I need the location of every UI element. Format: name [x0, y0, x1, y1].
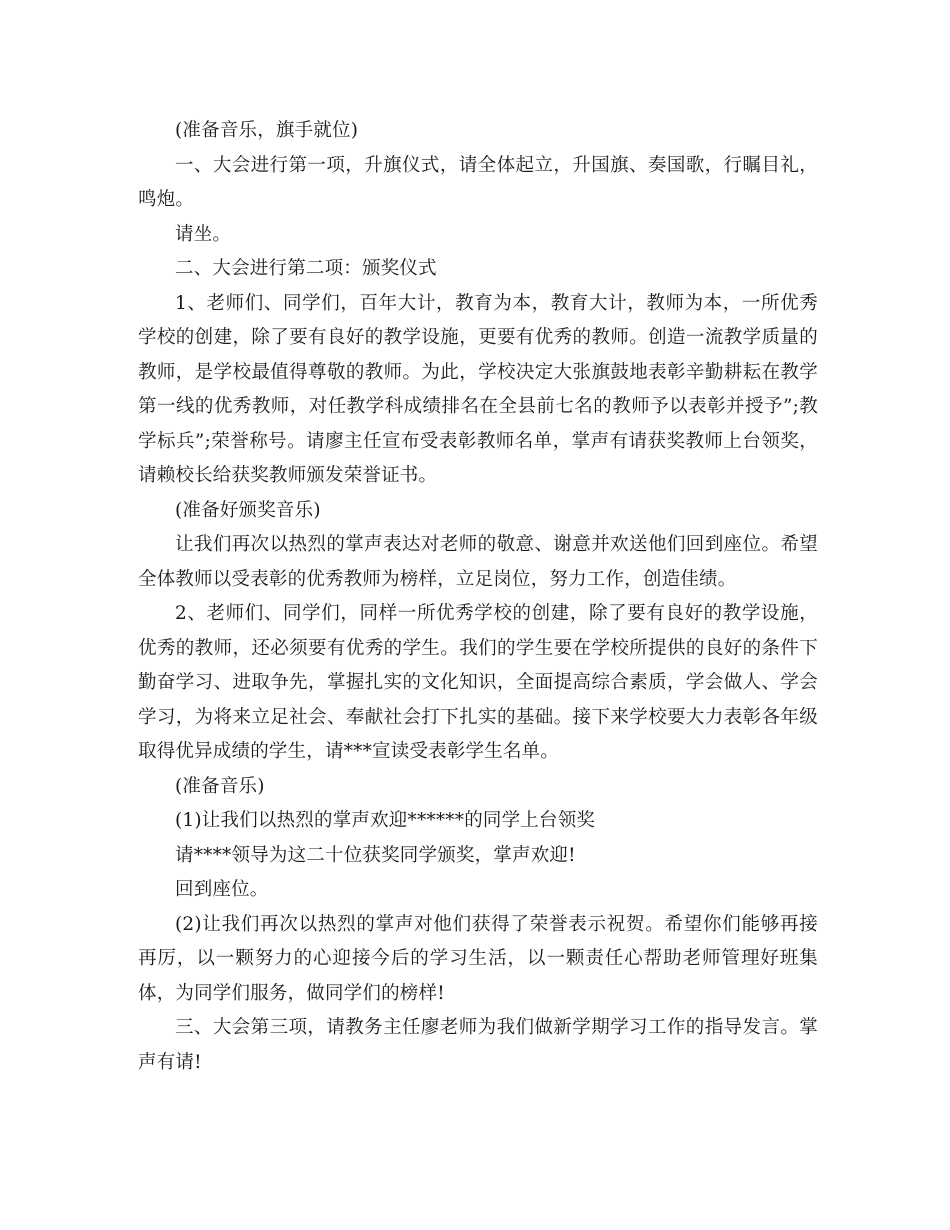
paragraph-item-1-flag-raising: 一、大会进行第一项，升旗仪式，请全体起立，升国旗、奏国歌，行瞩目礼，鸣炮。 — [138, 154, 818, 210]
paragraph-prep-award-music: (准备好颁奖音乐) — [175, 499, 321, 521]
paragraph-please-sit: 请坐。 — [175, 223, 232, 245]
paragraph-student-awards: 2、老师们、同学们，同样一所优秀学校的创建，除了要有良好的教学设施，优秀的教师，还必须要有优秀的学生。我们的学生要在学校所提供的良好的条件下勤奋学习、进取争先，掌握扎实的文化知识，全面提高综合素质，学会做人、学会学习，为将来立足社会、奉献社会打下扎实的基础。接下来学校要大力表彰各年级取得优异成绩的学生，请***宣读受表彰学生名单。 — [138, 603, 818, 762]
paragraph-prep-music-flag: (准备音乐，旗手就位) — [175, 120, 359, 141]
paragraph-applause-teachers: 让我们再次以热烈的掌声表达对老师的敬意、谢意并欢送他们回到座位。希望全体教师以受表彰的优秀教师为榜样，立足岗位，努力工作，创造佳绩。 — [138, 534, 818, 590]
paragraph-item-3-guidance-speech: 三、大会第三项，请教务主任廖老师为我们做新学期学习工作的指导发言。掌声有请! — [138, 1017, 818, 1073]
document-body — [138, 114, 818, 1080]
paragraph-prep-music: (准备音乐) — [175, 775, 265, 797]
paragraph-welcome-students: (1)让我们以热烈的掌声欢迎******的同学上台领奖 — [175, 810, 596, 831]
paragraph-teacher-awards: 1、老师们、同学们，百年大计，教育为本，教育大计，教师为本，一所优秀学校的创建，除了要有良好的教学设施，更要有优秀的教师。创造一流教学质量的教师，是学校最值得尊敬的教师。为此，学校决定大张旗鼓地表彰辛勤耕耘在教学第一线的优秀教师，对任教学科成绩排名在全县前七名的教师予以表彰并授予”;教学标兵”;荣誉称号。请廖主任宣布受表彰教师名单，掌声有请获奖教师上台领奖，请赖校长给获奖教师颁发荣誉证书。 — [138, 292, 818, 486]
paragraph-item-2-award-ceremony: 二、大会进行第二项：颁奖仪式 — [175, 258, 437, 279]
paragraph-leader-presents: 请****领导为这二十位获奖同学颁奖，掌声欢迎! — [175, 844, 576, 866]
paragraph-return-seats: 回到座位。 — [175, 879, 269, 900]
paragraph-congratulate-students: (2)让我们再次以热烈的掌声对他们获得了荣誉表示祝贺。希望你们能够再接再厉，以一颗努力的心迎接今后的学习生活，以一颗责任心帮助老师管理好班集体，为同学们服务，做同学们的榜样! — [138, 913, 818, 1004]
